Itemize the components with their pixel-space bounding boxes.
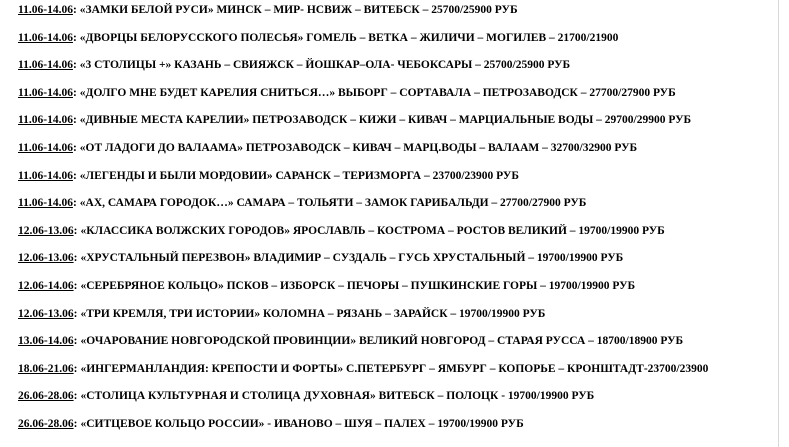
separator: : (72, 86, 77, 99)
tour-row (18, 278, 773, 306)
tour-row (18, 30, 773, 58)
tour-description: «СИТЦЕВОЕ КОЛЬЦО РОССИИ» - ИВАНОВО – ШУЯ – ПАЛЕХ – 19700/19900 РУБ (80, 417, 524, 430)
tour-dates-link[interactable]: 26.06-28.06 (18, 390, 74, 403)
separator: : (72, 4, 77, 16)
tour-dates-link[interactable]: 26.06-28.06 (18, 417, 74, 430)
tour-row (18, 85, 773, 113)
tour-row (18, 195, 773, 223)
separator: : (72, 31, 77, 44)
tour-description: «3 СТОЛИЦЫ +» КАЗАНЬ – СВИЯЖСК – ЙОШКАР–ОЛА- ЧЕБОКСАРЫ – 25700/25900 РУБ (79, 59, 571, 72)
tour-dates-link[interactable]: 18.06-21.06 (18, 362, 74, 375)
separator: : (73, 252, 78, 265)
tour-description: «ЛЕГЕНДЫ И БЫЛИ МОРДОВИИ» САРАНСК – ТЕРИЗМОРГА – 23700/23900 РУБ (79, 169, 519, 182)
tour-row (18, 57, 773, 85)
separator: : (72, 197, 77, 210)
tour-dates-link[interactable]: 11.06-14.06 (18, 169, 73, 182)
tour-description: «ОЧАРОВАНИЕ НОВГОРОДСКОЙ ПРОВИНЦИИ» ВЕЛИКИЙ НОВГОРОД – СТАРАЯ РУССА – 18700/18900 РУБ (80, 335, 684, 348)
tour-description: «АХ, САМАРА ГОРОДОК…» САМАРА – ТОЛЬЯТИ – ЗАМОК ГАРИБАЛЬДИ – 27700/27900 РУБ (79, 197, 587, 210)
tour-row (18, 250, 773, 278)
tour-description: «ДВОРЦЫ БЕЛОРУССКОГО ПОЛЕСЬЯ» ГОМЕЛЬ – ВЕТКА – ЖИЛИЧИ – МОГИЛЕВ – 21700/21900 (79, 31, 619, 44)
tour-dates-link[interactable]: 11.06-14.06 (18, 197, 73, 210)
separator: : (73, 307, 78, 320)
tour-row (18, 112, 773, 140)
tour-description: «ХРУСТАЛЬНЫЙ ПЕРЕЗВОН» ВЛАДИМИР – СУЗДАЛЬ – ГУСЬ ХРУСТАЛЬНЫЙ – 19700/19900 РУБ (80, 252, 624, 265)
tour-dates-link[interactable]: 13.06-14.06 (18, 335, 74, 348)
tour-list (18, 2, 773, 444)
tour-row (18, 140, 773, 168)
separator: : (72, 59, 77, 72)
tour-dates-link[interactable]: 11.06-14.06 (18, 4, 73, 16)
tour-dates-link[interactable]: 11.06-14.06 (18, 114, 73, 127)
tour-description: «ТРИ КРЕМЛЯ, ТРИ ИСТОРИИ» КОЛОМНА – РЯЗАНЬ – ЗАРАЙСК – 19700/19900 РУБ (80, 307, 546, 320)
tour-description: «КЛАССИКА ВОЛЖСКИХ ГОРОДОВ» ЯРОСЛАВЛЬ – КОСТРОМА – РОСТОВ ВЕЛИКИЙ – 19700/19900 РУБ (80, 224, 665, 237)
tour-dates-link[interactable]: 11.06-14.06 (18, 141, 73, 154)
separator: : (72, 114, 77, 127)
separator: : (72, 141, 77, 154)
separator: : (73, 224, 78, 237)
separator: : (73, 279, 78, 292)
tour-description: «ДИВНЫЕ МЕСТА КАРЕЛИИ» ПЕТРОЗАВОДСК – КИЖИ – КИВАЧ – МАРЦИАЛЬНЫЕ ВОДЫ – 29700/29900 РУБ (79, 114, 692, 127)
tour-description: «ЗАМКИ БЕЛОЙ РУСИ» МИНСК – МИР- НСВИЖ – ВИТЕБСК – 25700/25900 РУБ (79, 4, 518, 16)
separator: : (72, 169, 77, 182)
tour-row (18, 388, 773, 416)
tour-dates-link[interactable]: 11.06-14.06 (18, 59, 73, 72)
tour-row (18, 168, 773, 196)
tour-row (18, 416, 773, 444)
separator: : (73, 417, 78, 430)
tour-row (18, 361, 773, 389)
tour-dates-link[interactable]: 12.06-14.06 (18, 279, 74, 292)
tour-dates-link[interactable]: 12.06-13.06 (18, 252, 74, 265)
tour-description: «ДОЛГО МНЕ БУДЕТ КАРЕЛИЯ СНИТЬСЯ…» ВЫБОРГ – СОРТАВАЛА – ПЕТРОЗАВОДСК – 27700/27900 РУБ (79, 86, 676, 99)
tour-dates-link[interactable]: 12.06-13.06 (18, 307, 74, 320)
separator: : (73, 335, 78, 348)
tour-row (18, 2, 773, 30)
separator: : (73, 362, 78, 375)
tour-row (18, 223, 773, 251)
tour-description: «ОТ ЛАДОГИ ДО ВАЛААМА» ПЕТРОЗАВОДСК – КИВАЧ – МАРЦ.ВОДЫ – ВАЛААМ – 32700/32900 РУБ (79, 141, 638, 154)
tour-dates-link[interactable]: 12.06-13.06 (18, 224, 74, 237)
tour-row (18, 306, 773, 334)
tour-dates-link[interactable]: 11.06-14.06 (18, 31, 73, 44)
tour-description: «СЕРЕБРЯНОЕ КОЛЬЦО» ПСКОВ – ИЗБОРСК – ПЕЧОРЫ – ПУШКИНСКИЕ ГОРЫ – 19700/19900 РУБ (80, 279, 636, 292)
tour-row (18, 333, 773, 361)
tour-description: «СТОЛИЦА КУЛЬТУРНАЯ И СТОЛИЦА ДУХОВНАЯ» ВИТЕБСК – ПОЛОЦК - 19700/19900 РУБ (80, 390, 595, 403)
separator: : (73, 390, 78, 403)
tour-description: «ИНГЕРМАНЛАНДИЯ: КРЕПОСТИ И ФОРТЫ» С.ПЕТЕРБУРГ – ЯМБУРГ – КОПОРЬЕ – КРОНШТАДТ-23700/23900 (80, 362, 709, 375)
tour-dates-link[interactable]: 11.06-14.06 (18, 86, 73, 99)
